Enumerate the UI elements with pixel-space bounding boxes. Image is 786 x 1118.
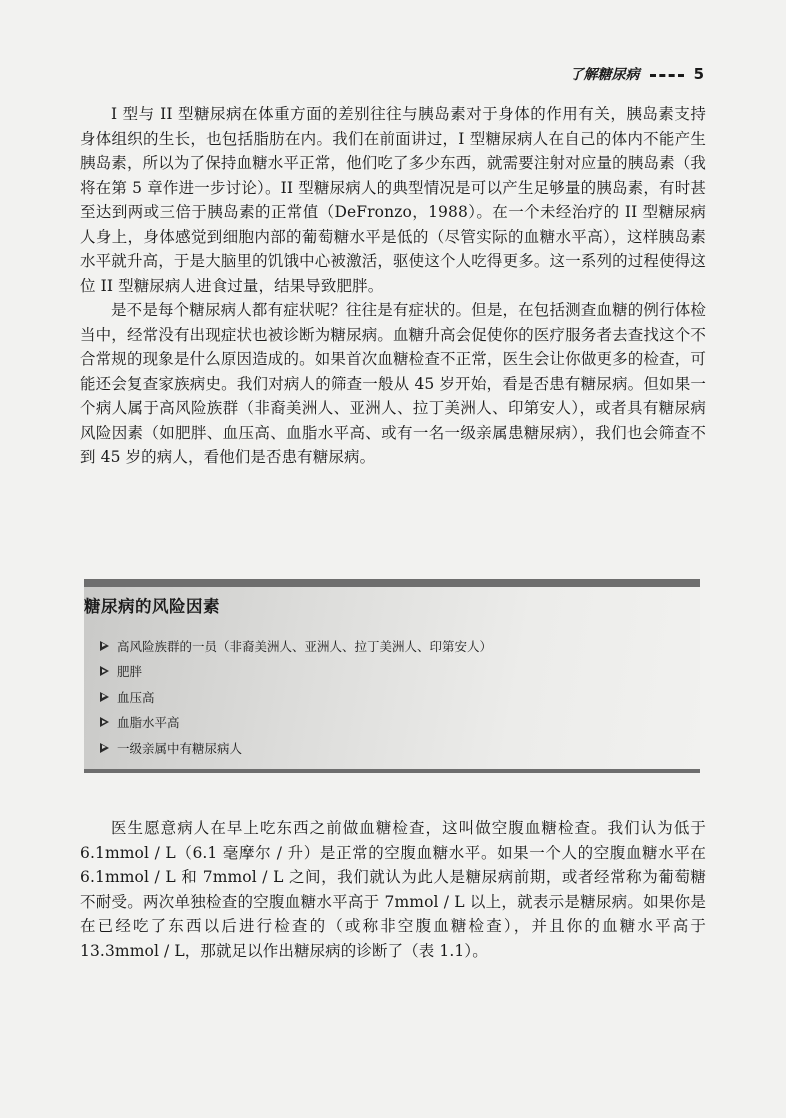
- risk-factor-list: [100, 633, 492, 761]
- sidebar-title: 糖尿病的风险因素: [84, 597, 220, 616]
- list-item-label: 一级亲属中有糖尿病人: [117, 740, 243, 756]
- sidebar-bottom-rule: [84, 769, 700, 773]
- triangle-bullet-icon: [100, 743, 109, 753]
- body-text-bottom: [80, 816, 706, 963]
- paragraph: 是不是每个糖尿病人都有症状呢？往往是有症状的。但是，在包括测查血糖的例行体检当中，经常没有出现症状也被诊断为糖尿病。血糖升高会促使你的医疗服务者去查找这个不合常规的现象是什么原因造成的。如果首次血糖检查不正常，医生会让你做更多的检查，可能还会复查家族病史。我们对病人的筛查一般从 45 岁开始，看是否患有糖尿病。但如果一个病人属于高风险族群（非裔美洲人、亚洲人、拉丁美洲人、印第安人），或者具有糖尿病风险因素（如肥胖、血压高、血脂水平高、或有一名一级亲属患糖尿病），我们也会筛查不到 45 岁的病人，看他们是否患有糖尿病。: [80, 301, 706, 466]
- triangle-bullet-icon: [100, 717, 109, 727]
- list-item-label: 高风险族群的一员（非裔美洲人、亚洲人、拉丁美洲人、印第安人）: [117, 638, 493, 654]
- page-header: [570, 64, 704, 84]
- body-text-top: [80, 102, 706, 470]
- dash-ornament: [650, 74, 684, 77]
- paragraph: I 型与 II 型糖尿病在体重方面的差别往往与胰岛素对于身体的作用有关，胰岛素支持身体组织的生长，也包括脂肪在内。我们在前面讲过，I 型糖尿病人在自己的体内不能产生胰岛素，所以为了保持血糖水平正常，他们吃了多少东西，就需要注射对应量的胰岛素（我将在第 5 章作进一步讨论）。II 型糖尿病人的典型情况是可以产生足够量的胰岛素，有时甚至达到两或三倍于胰岛素的正常值（DeFronzo，1988）。在一个未经治疗的 II 型糖尿病人身上，身体感觉到细胞内部的葡萄糖水平是低的（尽管实际的血糖水平高），这样胰岛素水平就升高，于是大脑里的饥饿中心被激活，驱使这个人吃得更多。这一系列的过程使得这位 II 型糖尿病人进食过量，结果导致肥胖。: [80, 105, 706, 295]
- running-title: 了解糖尿病: [569, 67, 640, 83]
- list-item-label: 肥胖: [117, 664, 143, 680]
- triangle-bullet-icon: [100, 666, 109, 676]
- list-item: [100, 684, 492, 710]
- list-item-label: 血脂水平高: [117, 715, 180, 731]
- paragraph: 医生愿意病人在早上吃东西之前做血糖检查，这叫做空腹血糖检查。我们认为低于 6.1mmol / L（6.1 毫摩尔 / 升）是正常的空腹血糖水平。如果一个人的空腹血糖水平在 6.1mmol / L 和 7mmol / L 之间，我们就认为此人是糖尿病前期，或者经常称为葡萄糖不耐受。两次单独检查的空腹血糖水平高于 7mmol / L 以上，就表示是糖尿病。如果你是在已经吃了东西以后进行检查的（或称非空腹血糖检查），并且你的血糖水平高于 13.3mmol / L，那就足以作出糖尿病的诊断了（表 1.1）。: [80, 819, 706, 960]
- sidebar-top-rule: [84, 579, 700, 587]
- list-item-label: 血压高: [117, 689, 155, 705]
- triangle-bullet-icon: [100, 692, 109, 702]
- triangle-bullet-icon: [100, 641, 109, 651]
- list-item: [100, 710, 492, 736]
- list-item: [100, 633, 492, 659]
- list-item: [100, 735, 492, 761]
- risk-factors-sidebar: [84, 579, 700, 773]
- list-item: [100, 659, 492, 685]
- page-number: 5: [693, 65, 704, 83]
